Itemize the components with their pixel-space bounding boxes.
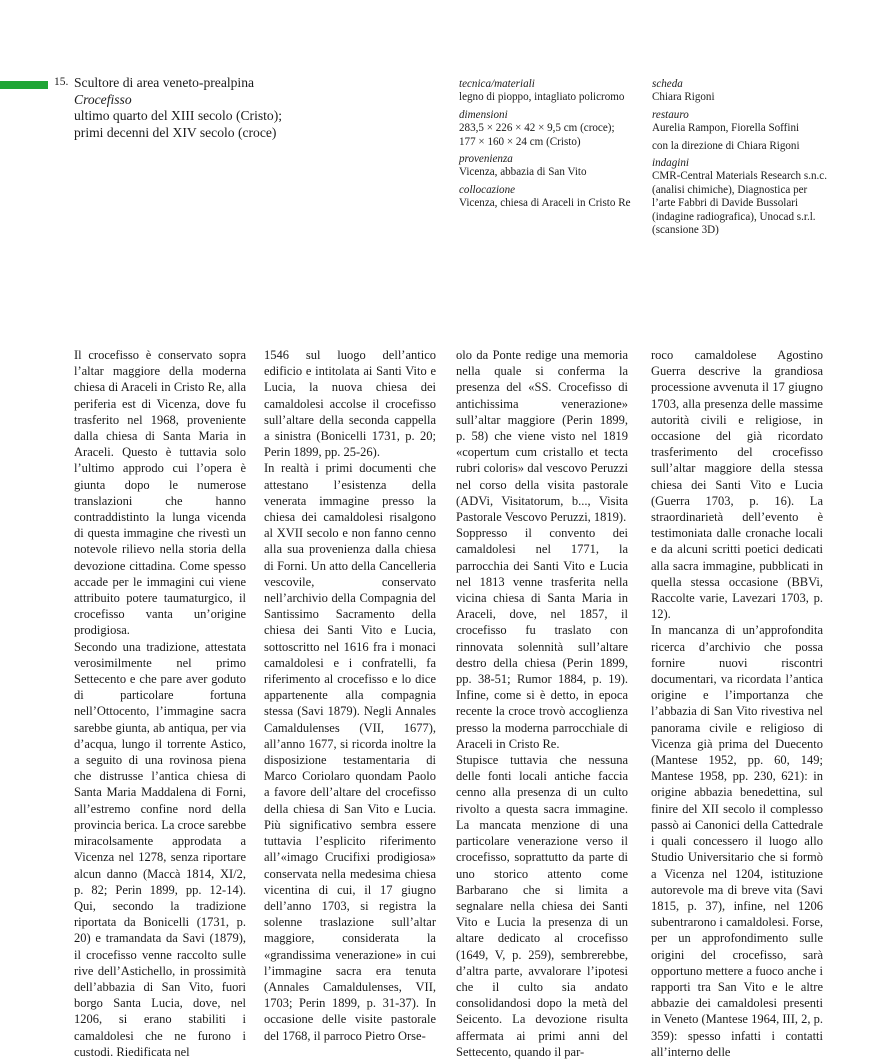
body-column-3 <box>456 347 628 1060</box>
sheet-value: Chiara Rigoni <box>652 91 715 104</box>
credits-info <box>652 78 830 241</box>
paragraph: Soppresso il convento dei camaldolesi nel 1771, la parrocchia dei Santi Vito e Lucia nel 1813 venne trasferita nella vicina chiesa di Santa Maria in Araceli, dove, nel 1857, il crocefisso fu traslato con rinnovata solennità sull’altare destro della chiesa (Perin 1899, pp. 38-51; Rumor 1884, p. 19). Infine, come si è detto, in epoca recente la croce trovò accoglienza presso la moderna parrocchiale di Araceli in Cristo Re. <box>456 526 628 751</box>
technical-info <box>459 78 645 215</box>
section-marker <box>0 81 48 89</box>
direction-text: con la direzione di Chiara Rigoni <box>652 139 800 152</box>
location-value: Vicenza, chiesa di Araceli in Cristo Re <box>459 197 631 210</box>
dimensions-value-christ: 177 × 160 × 24 cm (Cristo) <box>459 135 581 148</box>
paragraph: 1546 sul luogo dell’antico edificio e intitolata ai Santi Vito e Lucia, la nuova chiesa dei camaldolesi accolse il crocefisso sull’altare della seconda cappella a sinistra (Bonicelli 1731, p. 20; Perin 1899, pp. 25-26). <box>264 348 436 460</box>
restoration-label: restauro <box>652 108 689 121</box>
entry-date-line1: ultimo quarto del XIII secolo (Cristo); <box>74 108 283 123</box>
entry-author: Scultore di area veneto-prealpina <box>74 75 255 90</box>
paragraph: roco camaldolese Agostino Guerra descrive la grandiosa processione avvenuta il 17 giugno 1703, alla presenza delle massime autorità civili e religiose, in occasione del già ricordato trasferimento del crocefisso sull’altar maggiore della stessa chiesa dei Santi Vito e Lucia (Guerra 1703, p. 16). La straordinarietà dell’evento è testimoniata dalle cronache locali e da alcuni scritti poetici dedicati alla sacra immagine, pubblicati in quella stessa occasione (BBVi, Raccolte varie, Lavezari 1703, p. 12). <box>651 348 823 622</box>
technique-label: tecnica/materiali <box>459 78 535 90</box>
provenance-value: Vicenza, abbazia di San Vito <box>459 166 587 179</box>
entry-date-line2: primi decenni del XIV secolo (croce) <box>74 124 277 140</box>
paragraph: In realtà i primi documenti che attestano l’esistenza della venerata immagine presso la chiesa dei camaldolesi risalgono al XVII secolo e non fanno cenno alla sua provenienza dalla chiesa di Forni. Un atto della Cancelleria vescovile, conservato nell’archivio della Compagnia del Santissimo Sacramento della chiesa dei Santi Vito e Lucia, sottoscritto nel 1616 fra i monaci camaldolesi e i confratelli, fa riferimento al crocefisso e lo dice appartenente alla compagnia stessa (Savi 1879). Negli Annales Camaldulenses (VII, 1677), all’anno 1677, si ricorda inoltre la disposizione testamentaria di Marco Coriolaro quondam Paolo a favore dell’altare del crocefisso della chiesa di San Vito e Lucia. Più significativo sembra essere tuttavia l’esplicito riferimento all’«imago Crucifixi prodigiosa» conservata nella medesima chiesa vicentina di cui, il 17 giugno dell’anno 1703, si registra la solenne traslazione sull’altar maggiore, considerata la «grandissima venerazione» in cui l’immagine sacra era tenuta (Annales Camaldulenses, VII, 1703; Perin 1899, p. 31-37). In occasione delle visite pastorale del 1768, il parroco Pietro Orse- <box>264 461 436 1043</box>
investigations-label: indagini <box>652 157 689 170</box>
entry-title: Crocefisso <box>74 91 132 107</box>
paragraph: Stupisce tuttavia che nessuna delle fonti locali antiche faccia cenno alla presenza di un culto rivolto a questa sacra immagine. La mancata menzione di una particolare venerazione verso il crocefisso, soprattutto da parte di uno storico attento come Barbarano che si limita a segnalare nella chiesa dei Santi Vito e Lucia la presenza di un altare dedicato al crocefisso (1649, V, p. 259), sembrerebbe, d’altra parte, avvalorare l’ipotesi che il culto sia andato consolidandosi dopo la metà del Seicento. La devozione risulta affermata ai primi anni del Settecento, quando il par- <box>456 753 628 1059</box>
entry-heading <box>74 75 434 141</box>
body-column-4 <box>651 347 823 1060</box>
provenance-label: provenienza <box>459 153 513 166</box>
entry-number: 15. <box>54 76 69 88</box>
technique-value: legno di pioppo, intagliato policromo <box>459 91 625 104</box>
body-column-1 <box>74 347 246 1060</box>
investigations-value: CMR-Central Materials Research s.n.c. (analisi chimiche), Diagnostica per l’arte Fabbri di Davide Bussolari (indagine radiografica), Unocad s.r.l. (scansione 3D) <box>652 170 827 237</box>
paragraph: Secondo una tradizione, attestata verosimilmente nel primo Settecento e che pare aver goduto di particolare fortuna nell’Ottocento, l’immagine sacra sarebbe giunta, ab antiqua, per via d’acqua, lungo il torrente Astico, a seguito di una rovinosa piena che distrusse l’antica chiesa di Santa Maria Maddalena di Forni, all’estremo confine nord della provincia berica. La croce sarebbe miracolsamente approdata a Vicenza nel 1278, senza riportare alcun danno (Maccà 1814, XI/2, p. 82; Perin 1899, pp. 12-14). Qui, secondo la tradizione riportata da Bonicelli (1731, p. 20) e tramandata da Savi (1879), il crocefisso venne raccolto sulle rive dell’Astichello, in prossimità dell’abbazia di San Vito, fuori borgo Santa Lucia, dove, nel 1206, si erano stabiliti i camaldolesi che ne furono i custodi. Riedificata nel <box>74 639 246 1059</box>
paragraph: In mancanza di un’approfondita ricerca d’archivio che possa fornire nuovi riscontri documentari, va ricordata l’antica origine e l’importanza che l’abbazia di San Vito rivestiva nel panorama civile e religioso di Vicenza già prima del Duecento (Mantese 1952, pp. 60, 149; Mantese 1958, pp. 230, 621): in origine abbazia benedettina, sul finire del XII secolo il complesso passò ai Canonici della Cattedrale i quali concessero il luogo allo Studio Universitario che si formò a Vicenza nel 1204, istituzione autorevole ma di breve vita (Savi 1815, p. 37), infine, nel 1206 subentrarono i camaldolesi. Forse, per un approfondimento sulle origini del crocefisso, sarà opportuno mettere a fuoco anche i rapporti tra San Vito e le altre abbazie dei camaldolesi presenti in Veneto (Mantese 1964, III, 2, p. 359): spesso infatti i contatti all’interno delle <box>651 623 823 1059</box>
paragraph: olo da Ponte redige una memoria nella quale si conferma la presenza del «SS. Crocefisso di antichissima venerazione» sull’altar maggiore (Perin 1899, p. 58) che viene visto nel 1819 «copertum cum cristallo et tecta rubri coloris» dal vescovo Peruzzi nel corso della visita pastorale (ADVi, Visitatorum, b..., Visita Pastorale Vescovo Peruzzi, 1819). <box>456 348 628 525</box>
paragraph: Il crocefisso è conservato sopra l’altar maggiore della moderna chiesa di Araceli in Cristo Re, alla periferia est di Vicenza, dove fu trasferito nel 1968, proveniente dalla chiesa di Santa Maria in Araceli. Questo è tuttavia solo l’ultimo approdo cui l’opera è giunta dopo le numerose translazioni che hanno contraddistinto la lunga vicenda di questa immagine che rivestì un notevole rilievo nella storia della devozione cittadina. Come spesso accade per le immagini cui viene attribuito potere taumaturgico, il crocefisso vanta un’origine prodigiosa. <box>74 348 246 638</box>
location-label: collocazione <box>459 183 516 196</box>
sheet-label: scheda <box>652 78 683 90</box>
dimensions-value-cross: 283,5 × 226 × 42 × 9,5 cm (croce); <box>459 122 615 135</box>
body-column-2 <box>264 347 436 1044</box>
restoration-value: Aurelia Rampon, Fiorella Soffini <box>652 122 800 135</box>
dimensions-label: dimensioni <box>459 108 508 121</box>
